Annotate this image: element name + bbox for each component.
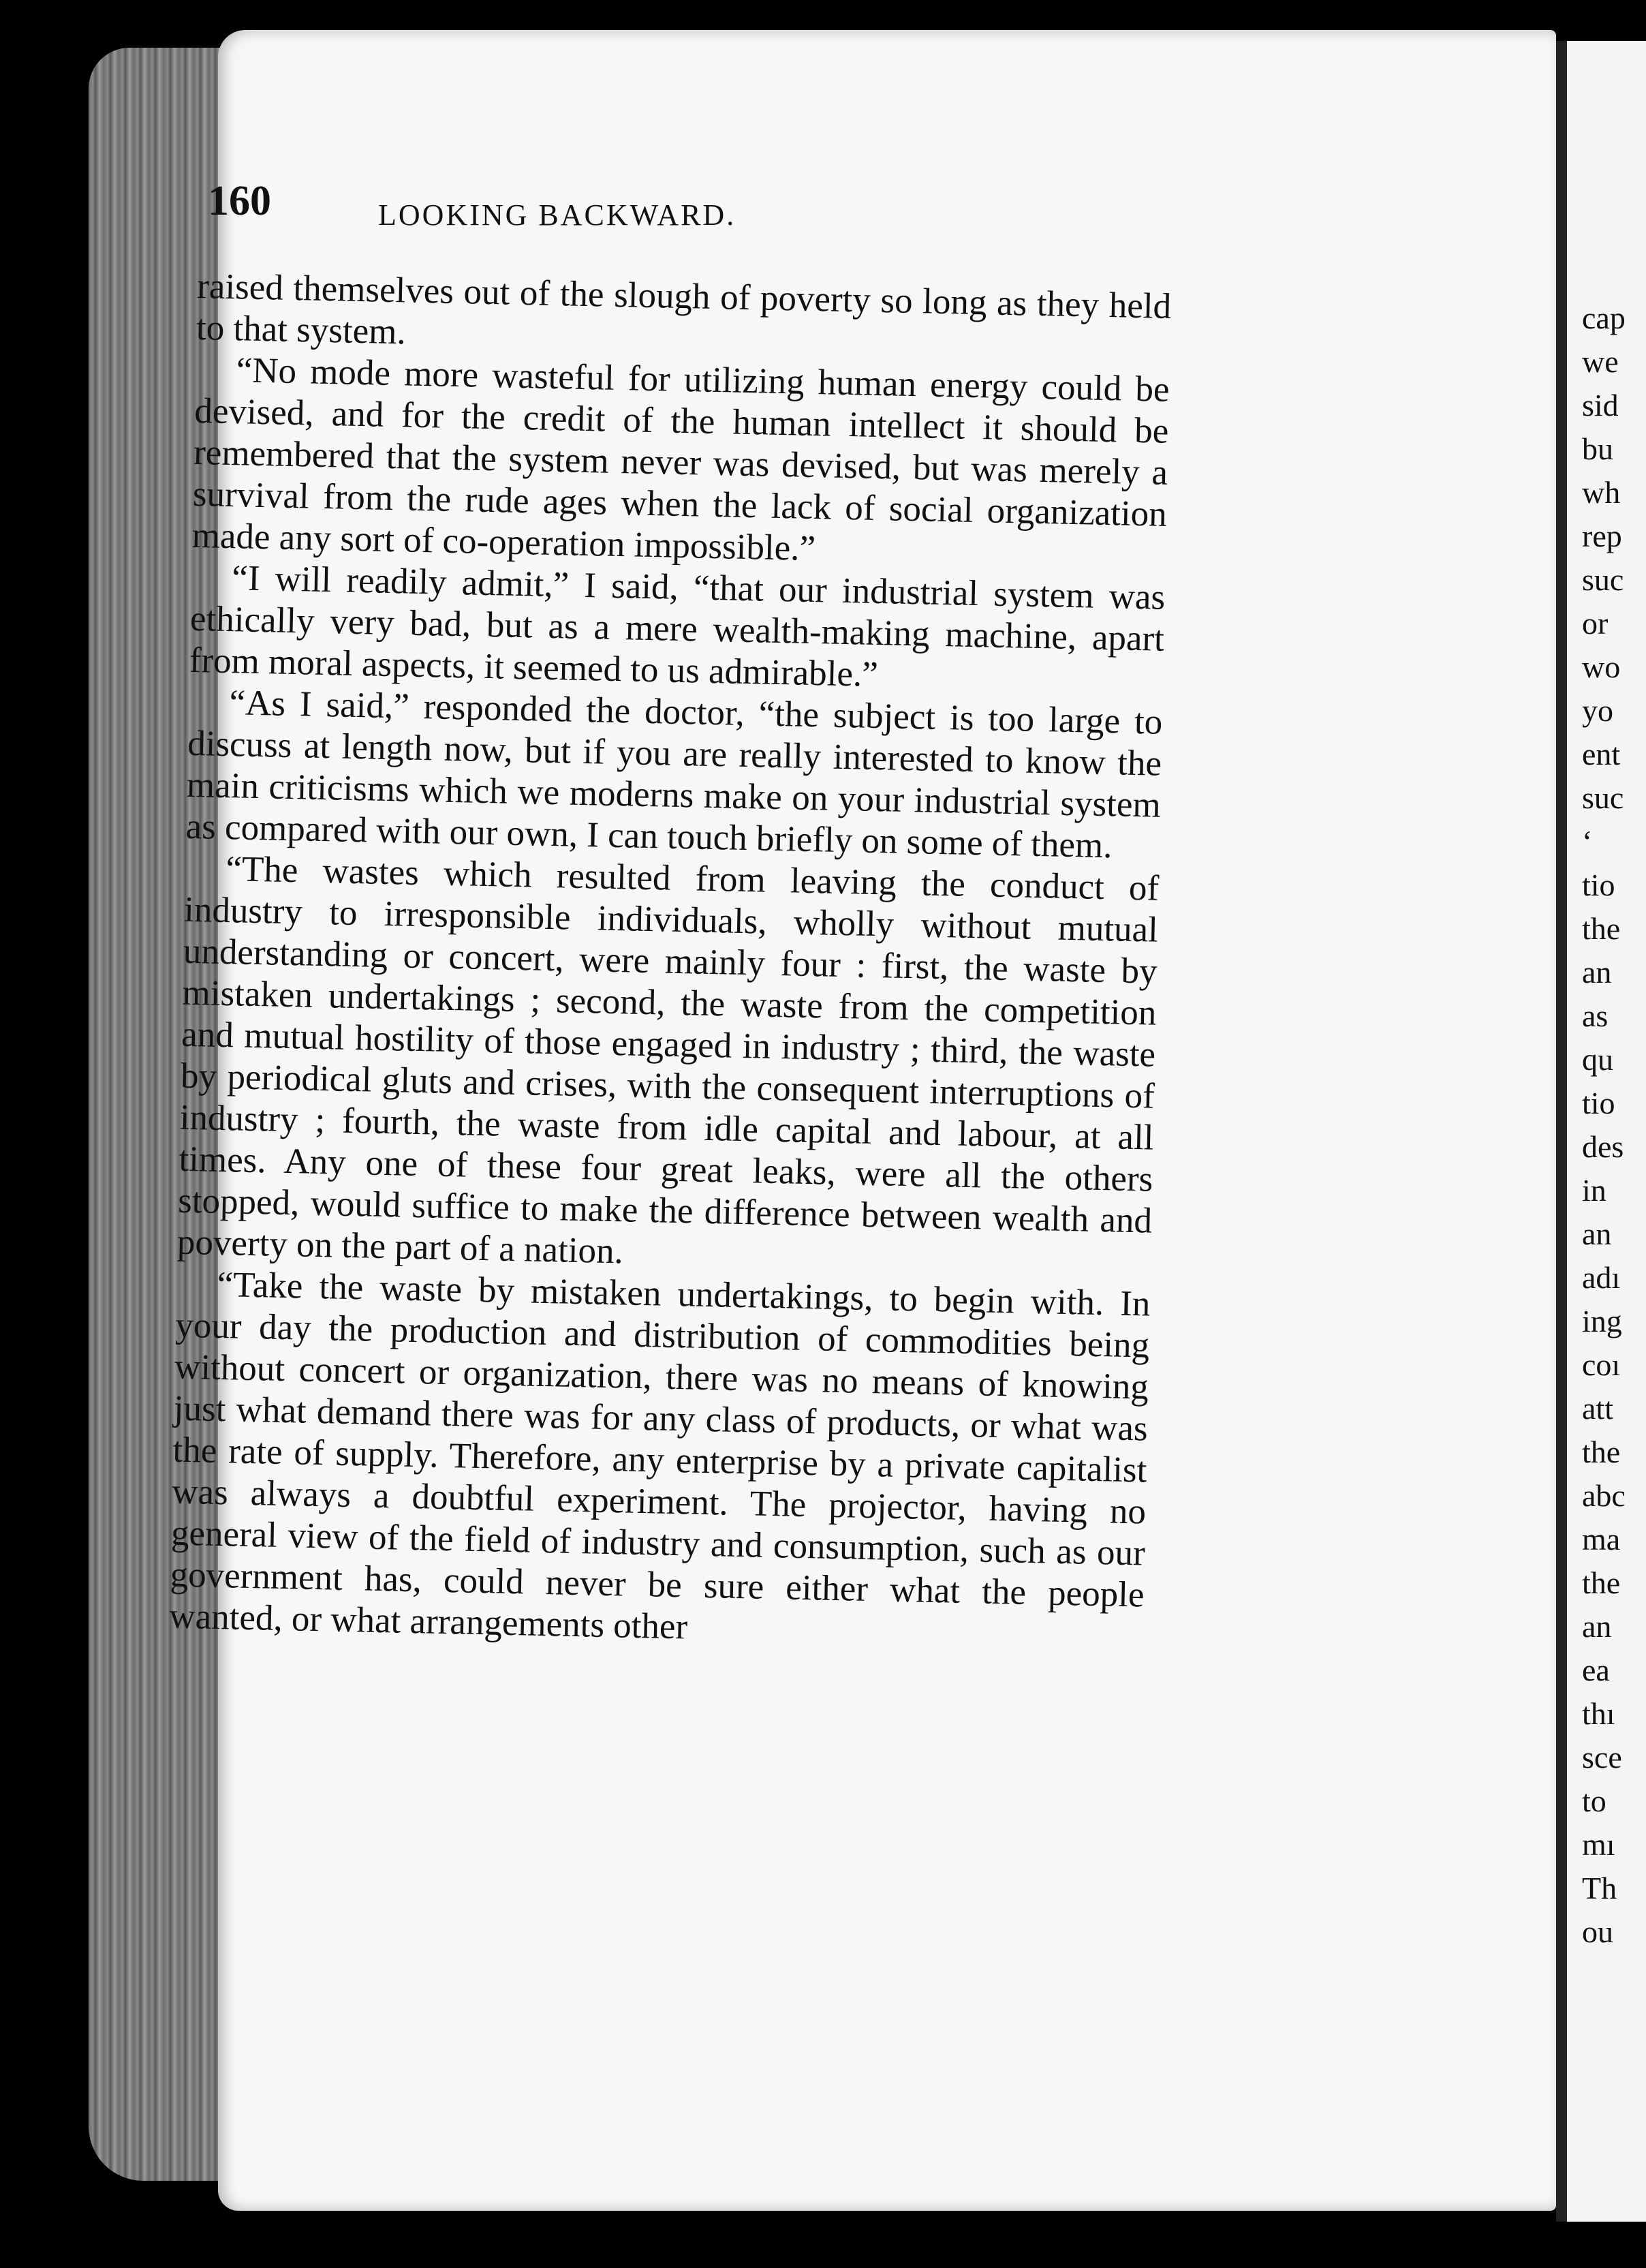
page-number: 160	[208, 178, 271, 224]
facing-page-fragment: wo	[1582, 649, 1621, 684]
facing-page-fragment: Th	[1582, 1871, 1617, 1905]
facing-page-fragment: to	[1582, 1783, 1606, 1818]
facing-page-fragment: wh	[1582, 475, 1621, 510]
facing-page-fragment: des	[1582, 1129, 1624, 1164]
facing-page-fragment: we	[1582, 344, 1619, 379]
facing-page-fragment: abc	[1582, 1478, 1626, 1513]
facing-page-fragment: ma	[1582, 1522, 1621, 1557]
facing-page-fragment: coı	[1582, 1347, 1621, 1382]
facing-page-fragment: thı	[1582, 1696, 1615, 1731]
facing-page-fragment: in	[1582, 1173, 1606, 1208]
facing-page-fragment: qu	[1582, 1042, 1613, 1077]
facing-page-fragment: tio	[1582, 868, 1615, 902]
facing-page-fragment: mı	[1582, 1827, 1615, 1862]
facing-page-fragment: suc	[1582, 562, 1624, 597]
facing-page-fragment: sid	[1582, 388, 1619, 423]
facing-page-fragment: an	[1582, 955, 1612, 990]
paragraph: “I will readily admit,” I said, “that our industrial system was ethically very bad, but as a mere wealth-making machine, apart from moral aspects, it seemed to us admirable.”	[189, 558, 1166, 695]
page-header	[208, 150, 1230, 232]
facing-page-fragment: bu	[1582, 431, 1613, 466]
facing-page-fragment: cap	[1582, 301, 1626, 335]
facing-page-fragment: ing	[1582, 1304, 1622, 1338]
facing-page	[1567, 41, 1646, 2222]
paragraph: “Take the waste by mistaken undertakings, to begin with. In your day the production and distribution of commodities being without concert or organization, there was no means of knowing just what demand there was for any class of products, or what was the rate of supply. Therefore, any enterprise by a private capitalist was always a doubtful experiment. The projector, having no general view of the field of industry and consumption, such as our government has, could never be sure either what the people wanted, or what arrangements other	[168, 1264, 1151, 1647]
facing-page-fragment: the	[1582, 1435, 1621, 1469]
facing-page-fragment: the	[1582, 1565, 1621, 1600]
paragraph: raised themselves out of the slough of poverty so long as they held to that system.	[196, 266, 1172, 352]
running-head: LOOKING BACKWARD.	[378, 198, 736, 232]
facing-page-fragment: an	[1582, 1609, 1612, 1644]
facing-page-fragment: ea	[1582, 1653, 1610, 1687]
facing-page-fragment: an	[1582, 1216, 1612, 1251]
facing-page-fragment: att	[1582, 1391, 1613, 1426]
facing-page-fragment: as	[1582, 998, 1609, 1033]
facing-page-fragment: ou	[1582, 1914, 1613, 1949]
facing-page-fragment: ‘	[1582, 824, 1593, 859]
facing-page-fragment: ent	[1582, 737, 1621, 771]
facing-page-fragment: adı	[1582, 1260, 1621, 1295]
facing-page-fragment: tio	[1582, 1086, 1615, 1120]
paragraph: “As I said,” responded the doctor, “the subject is too large to discuss at length now, but if you are really interested to know the main criticisms which we moderns make on your industrial system as compared with our own, I can touch briefly on some of them.	[185, 683, 1163, 866]
paragraph: “The wastes which resulted from leaving the conduct of industry to irresponsible individuals, wholly without mutual understanding or concert, were mainly four : first, the waste by mistaken undertakings ; second, the waste from the competition and mutual hostility of those engaged in industry ; third, the waste by periodical gluts and crises, with the consequent interruptions of industry ; fourth, the waste from idle capital and labour, at all times. Any one of these four great leaks, were all the others stopped, would suffice to make the difference between wealth and poverty on the part of a nation.	[176, 849, 1160, 1272]
page-text-body	[169, 266, 1172, 1658]
facing-page-fragment: yo	[1582, 693, 1613, 728]
facing-page-fragment: the	[1582, 911, 1621, 946]
facing-page-fragment: sce	[1582, 1740, 1622, 1775]
facing-page-fragment: suc	[1582, 780, 1624, 815]
facing-page-fragment: or	[1582, 606, 1609, 641]
facing-page-fragment: rep	[1582, 519, 1622, 553]
paragraph: “No mode more wasteful for utilizing human energy could be devised, and for the credit of the human intellect it should be remembered that the system never was devised, but was merely a survival from the rude ages when the lack of social organization made any sort of co-operation impossible.”	[191, 350, 1170, 569]
